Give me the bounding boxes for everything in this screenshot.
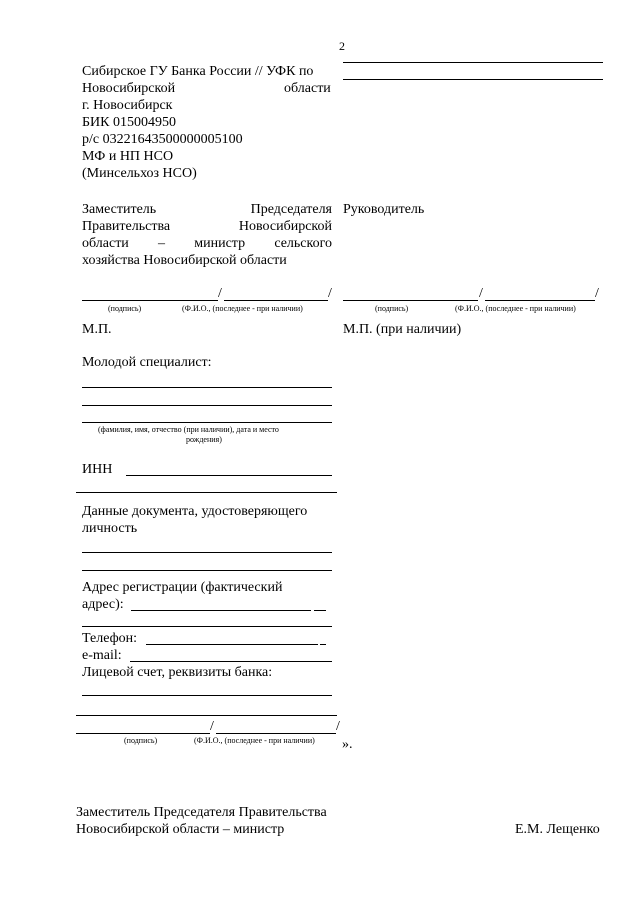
bank-bik: БИК 015004950	[82, 115, 176, 130]
footer-title-line-2: Новосибирской области – министр	[76, 822, 285, 837]
right-signature-slash: /	[479, 286, 483, 301]
inn-label: ИНН	[82, 462, 113, 477]
left-signer-line-2: Правительства Новосибирской	[82, 219, 332, 234]
bottom-separator-line	[76, 715, 337, 716]
right-fio-caption: (Ф.И.О., (последнее - при наличии)	[455, 304, 576, 313]
bank-org: МФ и НП НСО	[82, 149, 174, 164]
account-label: Лицевой счет, реквизиты банка:	[82, 665, 273, 680]
stamp-left: М.П.	[82, 322, 112, 337]
right-blank-line-1	[343, 62, 603, 63]
right-signature-line	[343, 300, 478, 301]
address-field-line-2	[82, 626, 332, 627]
right-fio-line	[485, 300, 595, 301]
bottom-fio-slash: /	[336, 719, 340, 734]
doc-field-line-2	[82, 570, 332, 571]
right-blank-line-2	[343, 79, 603, 80]
specialist-caption-line-2: рождения)	[186, 435, 222, 444]
young-specialist-heading: Молодой специалист:	[82, 355, 212, 370]
left-signature-slash: /	[218, 286, 222, 301]
left-fio-line	[224, 300, 328, 301]
specialist-caption-line-1: (фамилия, имя, отчество (при наличии), дата и место	[98, 425, 279, 434]
specialist-blank-line-2	[82, 405, 332, 406]
bottom-signature-slash: /	[210, 719, 214, 734]
inn-field-line	[126, 475, 332, 476]
phone-field-line	[146, 644, 318, 645]
doc-field-line-1	[82, 552, 332, 553]
right-signature-caption: (подпись)	[375, 304, 409, 313]
bank-line-1: Сибирское ГУ Банка России // УФК по	[82, 64, 314, 79]
address-field-line	[131, 610, 311, 611]
left-fio-caption: (Ф.И.О., (последнее - при наличии)	[182, 304, 303, 313]
phone-field-tail	[320, 644, 326, 645]
left-signer-line-3: области – министр сельского	[82, 236, 332, 251]
bottom-signature-line	[76, 733, 210, 734]
email-label: e-mail:	[82, 648, 122, 663]
left-signer-line-1: Заместитель Председателя	[82, 202, 332, 217]
specialist-blank-line-1	[82, 387, 332, 388]
address-label-line-1: Адрес регистрации (фактический	[82, 580, 283, 595]
left-signer-line-4: хозяйства Новосибирской области	[82, 253, 287, 268]
page-number: 2	[339, 39, 345, 53]
left-signature-caption: (подпись)	[108, 304, 142, 313]
closing-quote: ».	[342, 737, 353, 752]
bottom-fio-caption: (Ф.И.О., (последнее - при наличии)	[194, 736, 315, 745]
right-signer-title: Руководитель	[343, 202, 425, 217]
footer-title-line-1: Заместитель Председателя Правительства	[76, 805, 327, 820]
address-field-tail	[314, 610, 326, 611]
bottom-signature-caption: (подпись)	[124, 736, 158, 745]
account-field-line	[82, 695, 332, 696]
doc-label-line-2: личность	[82, 521, 138, 536]
left-fio-slash: /	[328, 286, 332, 301]
inn-separator-line	[76, 492, 337, 493]
stamp-right: М.П. (при наличии)	[343, 322, 462, 337]
specialist-blank-line-3	[82, 422, 332, 423]
bank-line-2a: Новосибирской	[82, 81, 176, 96]
footer-name: Е.М. Лещенко	[515, 822, 600, 837]
bank-city: г. Новосибирск	[82, 98, 173, 113]
email-field-line	[130, 661, 332, 662]
doc-label-line-1: Данные документа, удостоверяющего	[82, 504, 308, 519]
address-label-line-2: адрес):	[82, 597, 124, 612]
right-fio-slash: /	[595, 286, 599, 301]
left-signature-line	[82, 300, 218, 301]
bank-line-2b: области	[284, 81, 331, 96]
phone-label: Телефон:	[82, 631, 138, 646]
bottom-fio-line	[216, 733, 336, 734]
bank-org-short: (Минсельхоз НСО)	[82, 166, 197, 181]
bank-account: р/с 03221643500000005100	[82, 132, 243, 147]
